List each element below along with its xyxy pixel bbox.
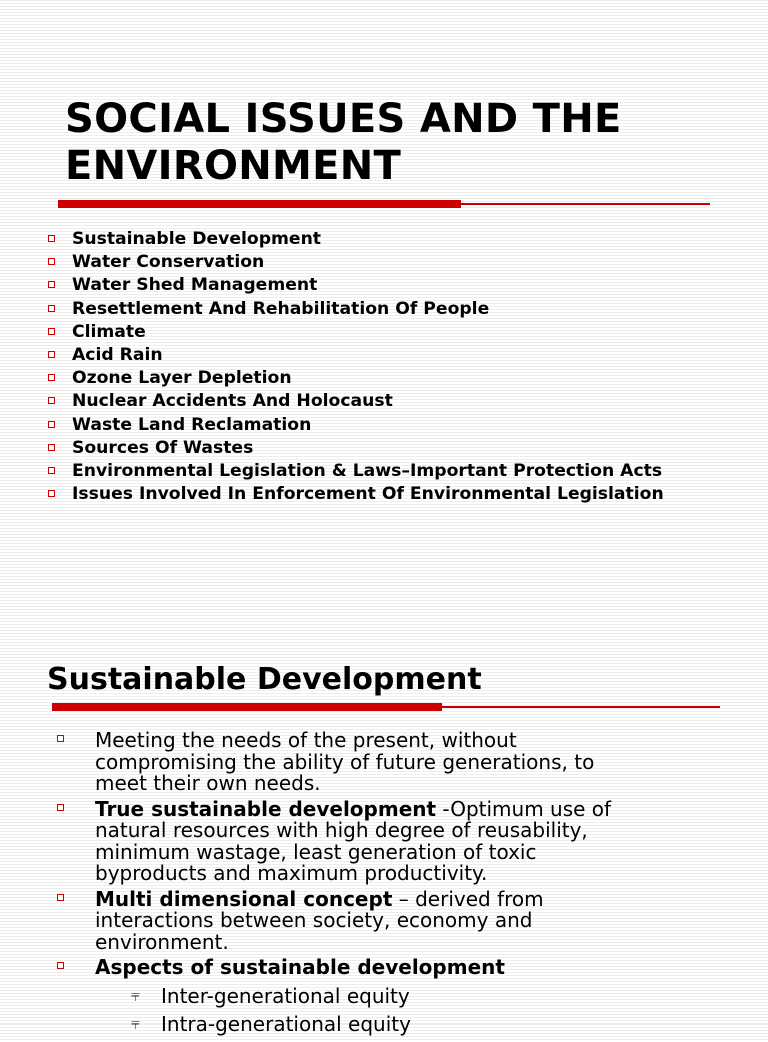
- topic-list: [46, 228, 664, 506]
- hollow-square-icon: [48, 235, 55, 242]
- point-heading: Multi dimensional concept: [95, 886, 393, 911]
- topic-item: Nuclear Accidents And Holocaust: [46, 390, 664, 413]
- topic-item: Sustainable Development: [46, 228, 664, 251]
- topic-item: Climate: [46, 321, 664, 344]
- point-item: Meeting the needs of the present, without compromising the ability of future generations, to meet their own needs.: [56, 730, 736, 795]
- hollow-square-icon: [48, 281, 55, 288]
- sub-point-item: ⫧ Intra-generational equity: [131, 1011, 411, 1036]
- topic-item: Water Shed Management: [46, 274, 664, 297]
- hollow-square-icon: [57, 735, 64, 742]
- point-item: Multi dimensional concept – derived from interactions between society, economy and environment.: [56, 889, 736, 954]
- topic-item: Acid Rain: [46, 344, 664, 367]
- topic-item: Ozone Layer Depletion: [46, 367, 664, 390]
- book-icon: ⫧: [131, 1013, 141, 1033]
- point-list: [56, 730, 736, 1042]
- point-heading: True sustainable development: [95, 796, 437, 821]
- topic-item: Waste Land Reclamation: [46, 414, 664, 437]
- hollow-square-icon: [48, 467, 55, 474]
- point-heading: Aspects of sustainable development: [95, 955, 505, 979]
- hollow-square-icon: [48, 328, 55, 335]
- hollow-square-icon: [48, 421, 55, 428]
- hollow-square-icon: [48, 305, 55, 312]
- hollow-square-icon: [57, 804, 64, 811]
- book-icon: ⫧: [131, 985, 141, 1005]
- title-line-1: SOCIAL ISSUES AND THE: [65, 96, 622, 142]
- title-line-2: ENVIRONMENT: [65, 143, 402, 189]
- topic-item: Resettlement And Rehabilitation Of People: [46, 298, 664, 321]
- hollow-square-icon: [48, 490, 55, 497]
- hollow-square-icon: [48, 397, 55, 404]
- hollow-square-icon: [57, 962, 64, 969]
- topic-item: Water Conservation: [46, 251, 664, 274]
- title-underline: [52, 706, 720, 708]
- slide-title: [65, 96, 622, 190]
- point-item: True sustainable development -Optimum use of natural resources with high degree of reusability, minimum wastage, least generation of toxic byproducts and maximum productivity.: [56, 799, 736, 885]
- sub-point-item: ⫧ Inter-generational equity: [131, 983, 410, 1008]
- topic-item: Sources Of Wastes: [46, 437, 664, 460]
- sub-point-list: [95, 982, 736, 1038]
- slide-title: Sustainable Development: [47, 662, 482, 697]
- slide-sustainable-development: [0, 600, 768, 1036]
- hollow-square-icon: [48, 258, 55, 265]
- topic-item: Environmental Legislation & Laws–Important Protection Acts: [46, 460, 664, 483]
- hollow-square-icon: [57, 894, 64, 901]
- title-underline: [58, 203, 710, 205]
- hollow-square-icon: [48, 444, 55, 451]
- hollow-square-icon: [48, 374, 55, 381]
- topic-item: Issues Involved In Enforcement Of Environmental Legislation: [46, 483, 664, 506]
- point-item: [56, 957, 736, 1038]
- hollow-square-icon: [48, 351, 55, 358]
